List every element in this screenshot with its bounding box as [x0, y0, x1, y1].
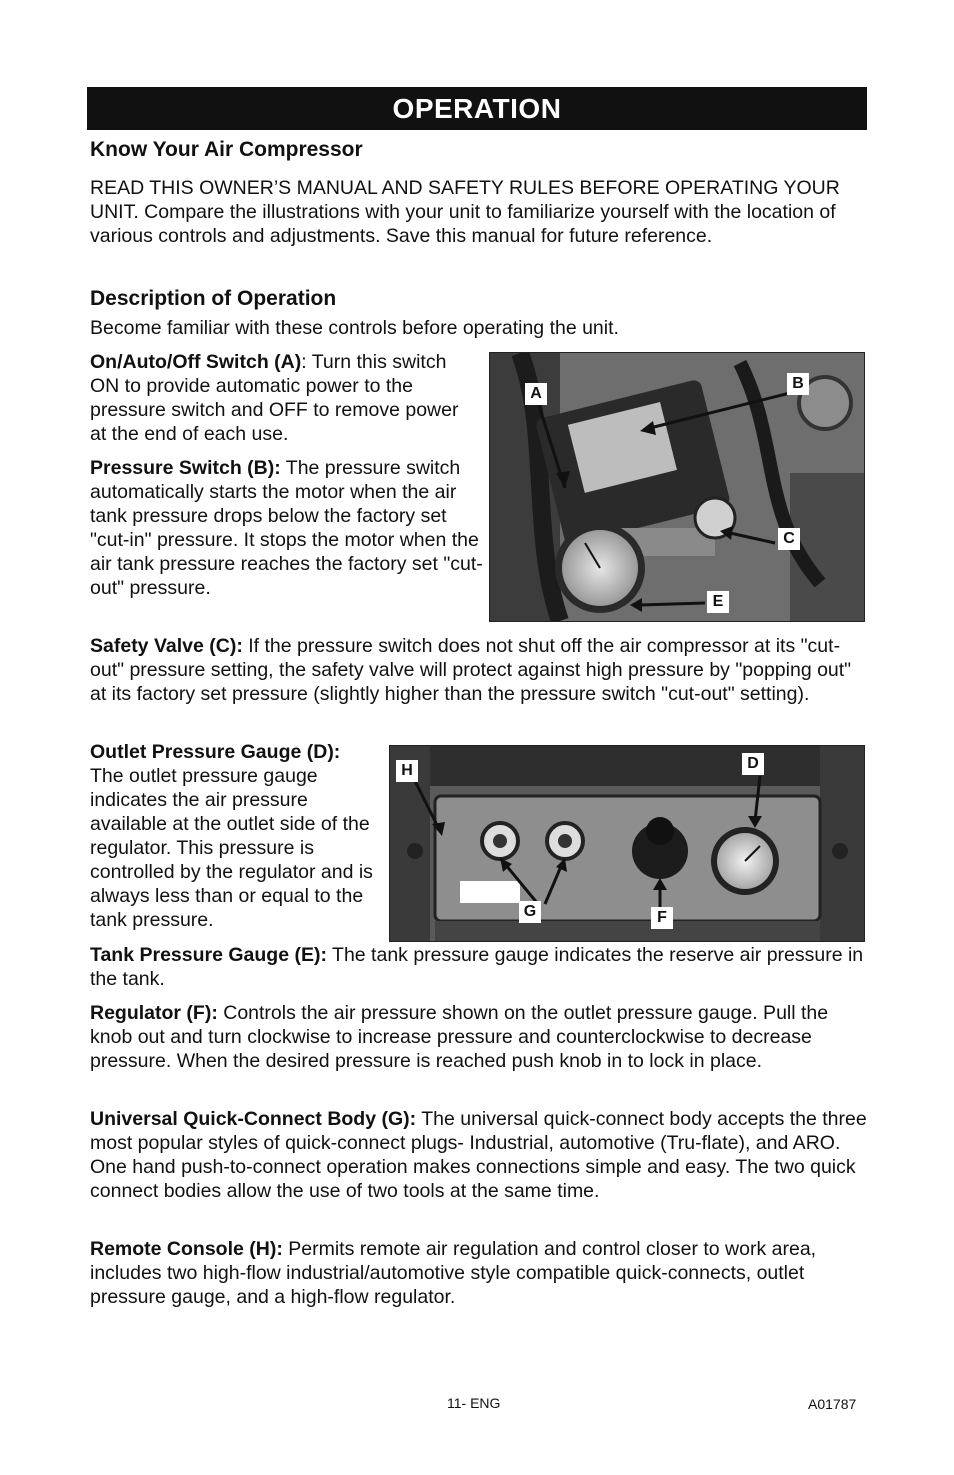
pressure-switch-photo — [489, 352, 865, 622]
remote-console-title: Remote Console (H): — [90, 1238, 283, 1260]
regulator-title: Regulator (F): — [90, 1002, 218, 1024]
document-code: A01787 — [808, 1396, 857, 1412]
remote-console-paragraph — [90, 1237, 870, 1309]
remote-console-text: Permits remote air regulation and control closer to work area, includes two high-flow industrial/automotive style compatible quick-connects, outlet pressure gauge, and a high-flow regulator. — [90, 1238, 817, 1308]
description-heading: Description of Operation — [90, 287, 337, 310]
safety-valve-paragraph — [90, 634, 870, 706]
safety-valve-title: Safety Valve (C): — [90, 635, 243, 657]
know-heading: Know Your Air Compressor — [90, 138, 363, 161]
label-b: B — [787, 373, 809, 395]
know-text: READ THIS OWNER’S MANUAL AND SAFETY RULES BEFORE OPERATING YOUR UNIT. Compare the illustrations with your unit to familiarize yourself with the location of various controls and adjustments. Save this manual for future reference. — [90, 177, 840, 247]
section-banner — [87, 87, 867, 130]
label-h: H — [396, 760, 418, 782]
label-d: D — [742, 753, 764, 775]
regulator-text: Controls the air pressure shown on the outlet pressure gauge. Pull the knob out and turn clockwise to increase pressure and counterclockwise to decrease pressure. When the desired pressure is reached push knob in to lock in place. — [90, 1002, 829, 1072]
pressure-switch-text: The pressure switch automatically starts the motor when the air tank pressure drops below the factory set "cut-in" pressure. It stops the motor when the air tank pressure reaches the factory set "cut-out" pressure. — [90, 457, 483, 599]
switch-title: On/Auto/Off Switch (A) — [90, 351, 302, 373]
quick-connect-title: Universal Quick-Connect Body (G): — [90, 1108, 417, 1130]
description-intro: Become familiar with these controls before operating the unit. — [90, 317, 619, 339]
page-title: OPERATION — [392, 92, 562, 124]
remote-console-photo — [389, 745, 865, 942]
switch-paragraph — [90, 350, 480, 446]
tank-gauge-text: The tank pressure gauge indicates the reserve air pressure in the tank. — [90, 944, 864, 990]
label-c: C — [778, 528, 800, 550]
label-a: A — [525, 383, 547, 405]
pressure-switch-paragraph — [90, 456, 488, 600]
regulator-paragraph — [90, 1001, 870, 1073]
pressure-switch-title: Pressure Switch (B): — [90, 457, 281, 479]
tank-gauge-title: Tank Pressure Gauge (E): — [90, 944, 327, 966]
safety-valve-text: If the pressure switch does not shut off the air compressor at its "cut-out" pressure setting, the safety valve will protect against high pressure by "popping out" at its factory set pressure (slightly higher than the pressure switch "cut-out" setting). — [90, 635, 852, 705]
label-g: G — [519, 901, 541, 923]
outlet-gauge-paragraph — [90, 740, 380, 932]
label-f: F — [651, 907, 673, 929]
tank-gauge-paragraph — [90, 943, 870, 991]
outlet-gauge-text: The outlet pressure gauge indicates the air pressure available at the outlet side of the regulator. This pressure is controlled by the regulator and is always less than or equal to the tank pressure. — [90, 765, 373, 931]
label-e: E — [707, 591, 729, 613]
switch-text: : Turn this switch ON to provide automatic power to the pressure switch and OFF to remove power at the end of each use. — [90, 351, 459, 445]
page-number: 11- ENG — [447, 1395, 501, 1411]
quick-connect-text: The universal quick-connect body accepts the three most popular styles of quick-connect plugs- Industrial, automotive (Tru-flate), and ARO. One hand push-to-connect operation makes connections simple and easy. The two quick connect bodies allow the use of two tools at the same time. — [90, 1108, 867, 1202]
quick-connect-paragraph — [90, 1107, 870, 1203]
outlet-gauge-title: Outlet Pressure Gauge (D): — [90, 741, 341, 763]
